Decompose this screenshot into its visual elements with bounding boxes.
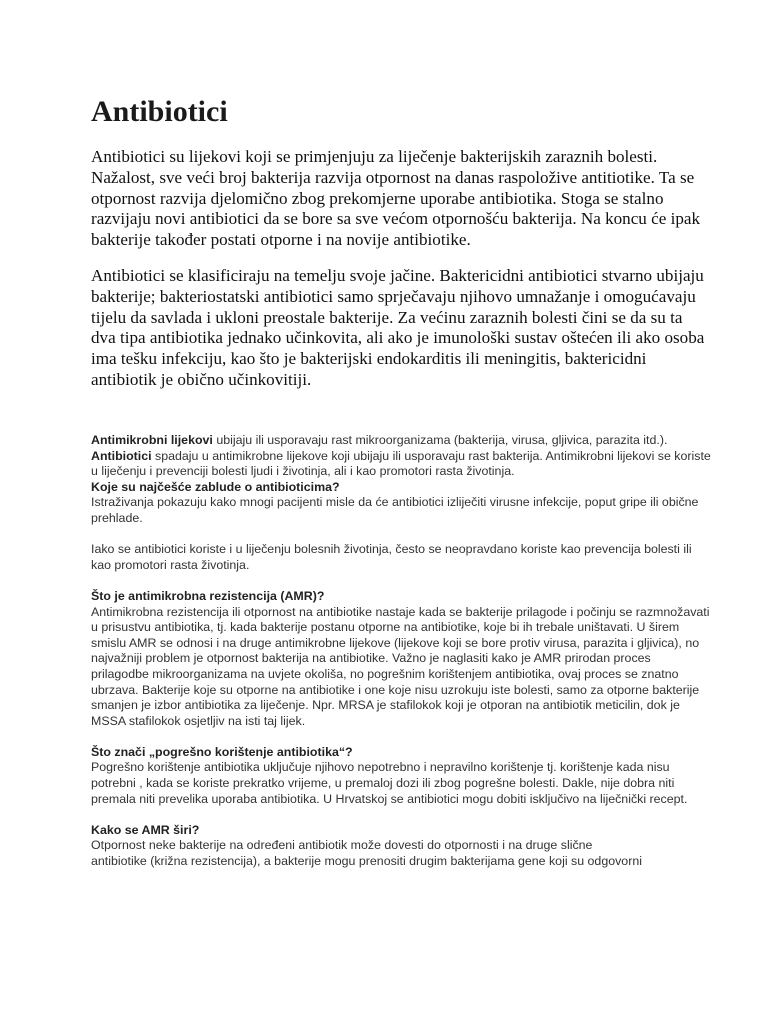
amr-section <box>91 433 711 870</box>
page-title: Antibiotici <box>91 95 228 128</box>
amr-intro-text-1: ubijaju ili usporavaju rast mikroorganizama (bakterija, virusa, gljivica, parazita itd.). <box>212 433 668 447</box>
faq-text: Istraživanja pokazuju kako mnogi pacijenti misle da će antibiotici izliječiti virusne infekcije, poput gripe ili obične prehlade. <box>91 495 699 525</box>
spread-text-line-2: antibiotike (križna rezistencija), a bakterije mogu prenositi drugim bakterijama gene koji su odgovorni <box>91 854 642 869</box>
spread-heading: Kako se AMR širi? <box>91 822 200 837</box>
amr-what-text: Antimikrobna rezistencija ili otpornost na antibiotike nastaje kada se bakterije prilagode i počinju se razmnožavati u prisustvu antibiotika, tj. kada bakterije postanu otporne na antibiotike, koje bi ih trebale uništavati. U širem smislu AMR se odnosi i na druge antimikrobne lijekove (lijekove koji se bore protiv virusa, parazita i gljivica), no najvažniji problem je otpornost bakterija na antibiotike. Važno je naglasiti kako je AMR prirodan proces prilagodbe mikroorganizama na uvjete okoliša, no pogrešnim korištenjem antibiotika, ovaj proces se znatno ubrzava. Bakterije koje su otporne na antibiotike i one koje nisu uzrokuju iste bolesti, samo za otporne bakterije smanjen je izbor antibiotika za liječenje. Npr. MRSA je stafilokok koji je otporan na antibiotik meticilin, dok je MSSA stafilokok osjetljiv na isti taj lijek. <box>91 604 710 728</box>
misuse-heading: Što znači „pogrešno korištenje antibiotika“? <box>91 744 353 759</box>
intro-paragraph-2: Antibiotici se klasificiraju na temelju svoje jačine. Baktericidni antibiotici stvarno ubijaju bakterije; bakteriostatski antibiotici samo sprječavaju njihovo umnažanje i omogućavaju tijelu da savlada i ukloni preostale bakterije. Za većinu zaraznih bolesti čini se da su ta dva tipa antibiotika jednako učinkovita, ali ako je imunološki sustav oštećen ili ako osoba ima tešku infekciju, kao što je bakterijski endokarditis ili meningitis, baktericidni antibiotik je obično učinkovitiji. <box>91 266 705 389</box>
term-antibiotici: Antibiotici <box>91 448 152 463</box>
animals-paragraph: Iako se antibiotici koriste i u liječenju bolesnih životinja, često se neopravdano koriste kao prevencija bolesti ili kao promotori rasta životinja. <box>91 542 692 572</box>
term-antimikrobni-lijekovi: Antimikrobni lijekovi <box>91 433 213 447</box>
misuse-text: Pogrešno korištenje antibiotika uključuje njihovo nepotrebno i nepravilno korištenje tj. korištenje kada nisu potrebni , kada se koriste prekratko vrijeme, u premaloj dozi ili zbog pogrešne bolesti. Dakle, nije dobra niti premala niti prevelika uporaba antibiotika. U Hrvatskoj se antibiotici mogu dobiti isključivo na liječnički recept. <box>91 760 688 806</box>
intro-paragraph-1: Antibiotici su lijekovi koji se primjenjuju za liječenje bakterijskih zaraznih bolesti. Nažalost, sve veći broj bakterija razvija otpornost na danas raspoložive antitiotike. Ta se otpornost razvija djelomično zbog prekomjerne uporabe antibiotika. Stoga se stalno razvijaju novi antibiotici da se bore sa sve većom otpornošću bakterija. Na koncu će ipak bakterije također postati otporne i na novije antibiotike. <box>91 147 700 250</box>
amr-what-heading: Što je antimikrobna rezistencija (AMR)? <box>91 588 325 603</box>
amr-intro-text-2: spadaju u antimikrobne lijekove koji ubijaju ili usporavaju rast bakterija. Antimikrobni lijekovi se koriste u liječenju i prevenciji bolesti ljudi i životinja, ali i kao promotori rasta životinja. <box>91 448 711 479</box>
spread-text-line-1: Otpornost neke bakterije na određeni antibiotik može dovesti do otpornosti i na druge slične <box>91 838 593 853</box>
faq-heading: Koje su najčešće zablude o antibioticima? <box>91 479 340 494</box>
amr-intro-paragraph <box>91 433 711 480</box>
